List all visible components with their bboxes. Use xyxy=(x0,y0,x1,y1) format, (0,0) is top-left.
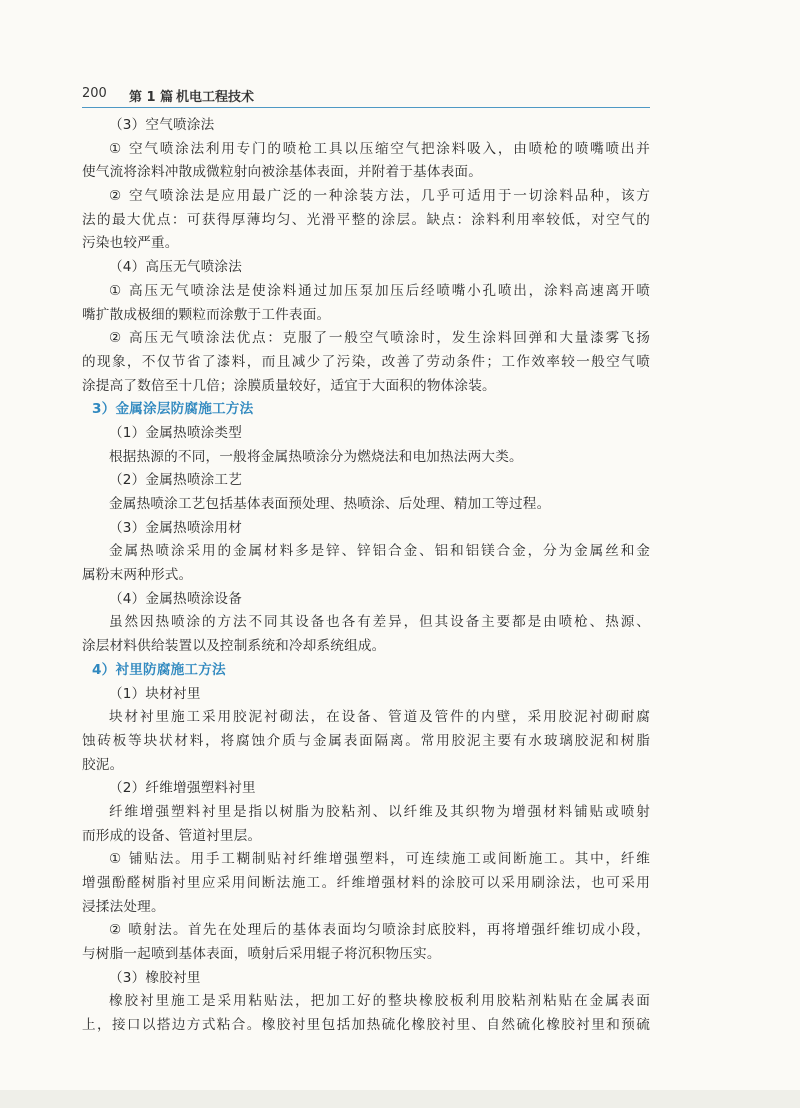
subheading-thermal-spray-process: （2）金属热喷涂工艺 xyxy=(109,472,242,489)
header-rule xyxy=(82,107,650,108)
text-line: 涂提高了数倍至十几倍；涂膜质量较好，适宜于大面积的物体涂装。 xyxy=(82,377,496,394)
subheading-thermal-spray-equipment: （4）金属热喷涂设备 xyxy=(109,590,242,607)
text-line: 金属热喷涂采用的金属材料多是锌、锌铝合金、铝和铝镁合金，分为金属丝和金 xyxy=(109,543,650,560)
text-line: 虽然因热喷涂的方法不同其设备也各有差异，但其设备主要都是由喷枪、热源、 xyxy=(109,614,650,631)
text-line: 金属热喷涂工艺包括基体表面预处理、热喷涂、后处理、精加工等过程。 xyxy=(109,496,551,512)
body-text xyxy=(82,114,650,1038)
subheading-thermal-spray-materials: （3）金属热喷涂用材 xyxy=(109,519,242,536)
text-line: 增强酚醛树脂衬里应采用间断法施工。纤维增强材料的涂胶可以采用刷涂法，也可采用 xyxy=(82,875,650,891)
subheading-air-spray: （3）空气喷涂法 xyxy=(109,117,215,133)
text-line: 块材衬里施工采用胶泥衬砌法，在设备、管道及管件的内壁，采用胶泥衬砌耐腐 xyxy=(109,709,650,726)
text-line: 蚀砖板等块状材料，将腐蚀介质与金属表面隔离。常用胶泥主要有水玻璃胶泥和树脂 xyxy=(82,732,650,749)
text-line: 法的最大优点：可获得厚薄均匀、光滑平整的涂层。缺点：涂料利用率较低，对空气的 xyxy=(82,211,650,228)
section-heading-metal-coating: 3）金属涂层防腐施工方法 xyxy=(92,401,254,418)
text-line: 与树脂一起喷到基体表面，喷射后采用辊子将沉积物压实。 xyxy=(82,946,441,963)
text-line: 纤维增强塑料衬里是指以树脂为胶粘剂、以纤维及其织物为增强材料铺贴或喷射 xyxy=(109,803,650,820)
text-line: 浸揉法处理。 xyxy=(82,898,165,915)
text-line: ② 空气喷涂法是应用最广泛的一种涂装方法，几乎可适用于一切涂料品种，该方 xyxy=(109,188,650,205)
text-line: 橡胶衬里施工是采用粘贴法，把加工好的整块橡胶板利用胶粘剂粘贴在金属表面 xyxy=(109,993,650,1010)
text-line: 上，接口以搭边方式粘合。橡胶衬里包括加热硫化橡胶衬里、自然硫化橡胶衬里和预硫 xyxy=(82,1017,650,1034)
text-line: 使气流将涂料冲散成微粒射向被涂基体表面，并附着于基体表面。 xyxy=(82,164,483,181)
text-line: ① 高压无气喷涂法是使涂料通过加压泵加压后经喷嘴小孔喷出，涂料高速离开喷 xyxy=(109,282,650,299)
subheading-block-lining: （1）块材衬里 xyxy=(109,685,201,702)
text-line: 而形成的设备、管道衬里层。 xyxy=(82,827,262,844)
text-line: ① 铺贴法。用手工糊制贴衬纤维增强塑料，可连续施工或间断施工。其中，纤维 xyxy=(109,851,650,868)
subheading-thermal-spray-types: （1）金属热喷涂类型 xyxy=(109,424,242,441)
text-line: ② 喷射法。首先在处理后的基体表面均匀喷涂封底胶料，再将增强纤维切成小段， xyxy=(109,922,650,939)
subheading-frp-lining: （2）纤维增强塑料衬里 xyxy=(109,780,256,797)
part-title: 机电工程技术 xyxy=(176,90,255,105)
subheading-rubber-lining: （3）橡胶衬里 xyxy=(109,969,201,986)
scan-edge xyxy=(0,1090,800,1108)
text-line: ② 高压无气喷涂法优点：克服了一般空气喷涂时，发生涂料回弹和大量漆雾飞扬 xyxy=(109,330,650,347)
text-line: 污染也较严重。 xyxy=(82,235,179,252)
text-line: 嘴扩散成极细的颗粒而涂敷于工件表面。 xyxy=(82,306,331,323)
text-line: 根据热源的不同，一般将金属热喷涂分为燃烧法和电加热法两大类。 xyxy=(109,448,523,465)
text-line: 的现象，不仅节省了漆料，而且减少了污染，改善了劳动条件；工作效率较一般空气喷 xyxy=(82,353,650,370)
text-line: 胶泥。 xyxy=(82,756,124,773)
text-line: 属粉末两种形式。 xyxy=(82,567,193,584)
section-heading-lining: 4）衬里防腐施工方法 xyxy=(92,661,226,678)
subheading-airless-spray: （4）高压无气喷涂法 xyxy=(109,259,242,276)
part-label: 第 1 篇 xyxy=(129,90,174,105)
text-line: 涂层材料供给装置以及控制系统和冷却系统组成。 xyxy=(82,638,386,655)
running-header xyxy=(82,86,650,106)
page-number: 200 xyxy=(82,86,107,101)
text-line: ① 空气喷涂法利用专门的喷枪工具以压缩空气把涂料吸入，由喷枪的喷嘴喷出并 xyxy=(109,140,650,157)
